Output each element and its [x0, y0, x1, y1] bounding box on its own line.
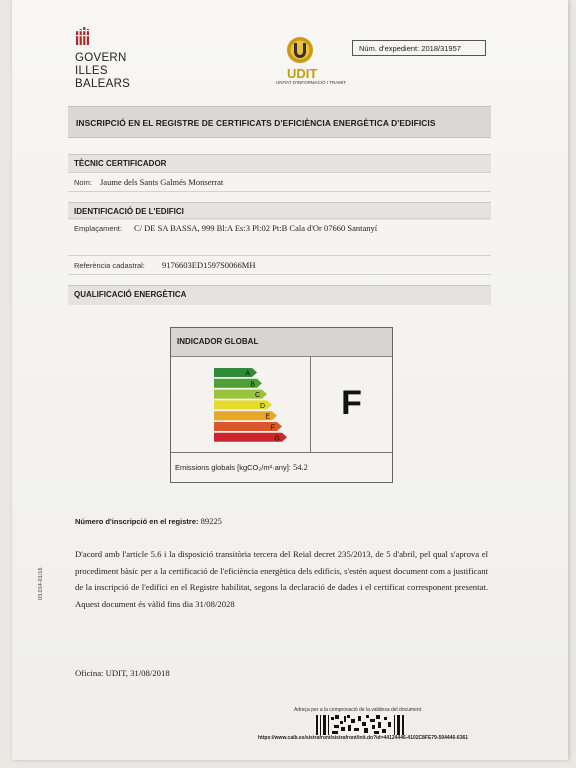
legal-paragraph: D'acord amb l'article 5.6 i la disposició transitòria tercera del Reial decret 235/2013, de 5 d'abril, pel qual s'aprova el procediment bàsic per a la certificació de l'eficiència energètica dels edificis, s'estén aquest document com a justificant de la inscripció de l'edifici en el Registre habilitat, segons la declaració de dades i el certificat corresponent presentat. Aquest document és vàlid fins dia 31/08/2028	[75, 549, 488, 609]
qualificacio-heading: QUALIFICACIÓ ENERGÈTICA	[74, 290, 187, 299]
registration-line	[75, 516, 222, 526]
indicator-title: INDICADOR GLOBAL	[177, 337, 259, 346]
gov-line-1: GOVERN	[75, 52, 127, 64]
emissions-value: 54.2	[293, 462, 308, 472]
registration-value: 89225	[200, 516, 222, 526]
document-title: INSCRIPCIÓ EN EL REGISTRE DE CERTIFICATS D'EFICIÈNCIA ENERGÈTICA D'EDIFICIS	[76, 118, 436, 128]
udit-name: UDIT	[287, 66, 318, 81]
indicator-bottom-rule	[171, 452, 392, 453]
energy-bar-label-f: F	[270, 424, 275, 432]
energy-bar-label-c: C	[254, 392, 260, 400]
title-bar	[68, 106, 491, 138]
barcode-icon	[314, 713, 406, 737]
energy-bar-label-d: D	[259, 402, 265, 410]
gov-line-3: BALEARS	[75, 78, 131, 90]
energy-bar-label-g: G	[274, 435, 280, 443]
energy-bar-label-a: A	[245, 370, 250, 378]
expedient-number: Núm. d'expedient: 2018/31957	[352, 40, 486, 56]
registration-label: Número d'inscripció en el registre:	[75, 517, 199, 526]
edifici-heading: IDENTIFICACIÓ DE L'EDIFICI	[74, 207, 184, 216]
tecnic-heading: TÈCNIC CERTIFICADOR	[74, 159, 167, 168]
govern-illes-balears-logo-icon	[75, 26, 91, 46]
cadastral-value: 9176603ED1597S0066MH	[162, 260, 256, 270]
indicator-box	[170, 327, 393, 483]
tecnic-name-value: Jaume dels Sants Galmés Monserrat	[100, 177, 224, 187]
office-date: Oficina: UDIT, 31/08/2018	[75, 668, 170, 678]
location-row	[68, 218, 491, 238]
cadastral-row	[68, 255, 491, 275]
udit-subtitle: UNITAT D'INFORMACIÓ I TRAMIT	[276, 80, 347, 85]
emissions-label: Emissions globals [kgCO₂/m²·any]:	[175, 463, 291, 472]
verification-caption: Adreça per a la comprovació de la validesa del document	[294, 707, 422, 713]
gov-line-2: ILLES	[75, 65, 108, 77]
location-label: Emplaçament:	[74, 224, 122, 233]
energy-bar-a	[214, 368, 257, 377]
govern-logo-text	[75, 52, 130, 91]
tecnic-row	[68, 172, 491, 192]
tecnic-name-label: Nom:	[74, 178, 92, 187]
energy-bar-label-b: B	[250, 381, 255, 389]
energy-grade: F	[341, 384, 362, 422]
emissions-line	[175, 462, 308, 472]
section-qualificacio-heading	[68, 285, 491, 305]
section-tecnic-heading	[68, 154, 491, 172]
location-value: C/ DE SA BASSA, 999 Bl:A Es:3 Pl:02 Pt:B Cala d'Or 07660 Santanyí	[134, 223, 378, 233]
cadastral-label: Referència cadastral:	[74, 261, 145, 270]
indicator-header	[171, 328, 392, 357]
energy-scale	[214, 368, 294, 444]
energy-bar-label-e: E	[265, 413, 270, 421]
side-form-code: 03.014-01/16	[38, 567, 44, 600]
verification-url: https://www.caib.es/sistrafront/sistrafront/init.do?id=44124446-4102C8FE79-504446-6361	[258, 735, 469, 741]
